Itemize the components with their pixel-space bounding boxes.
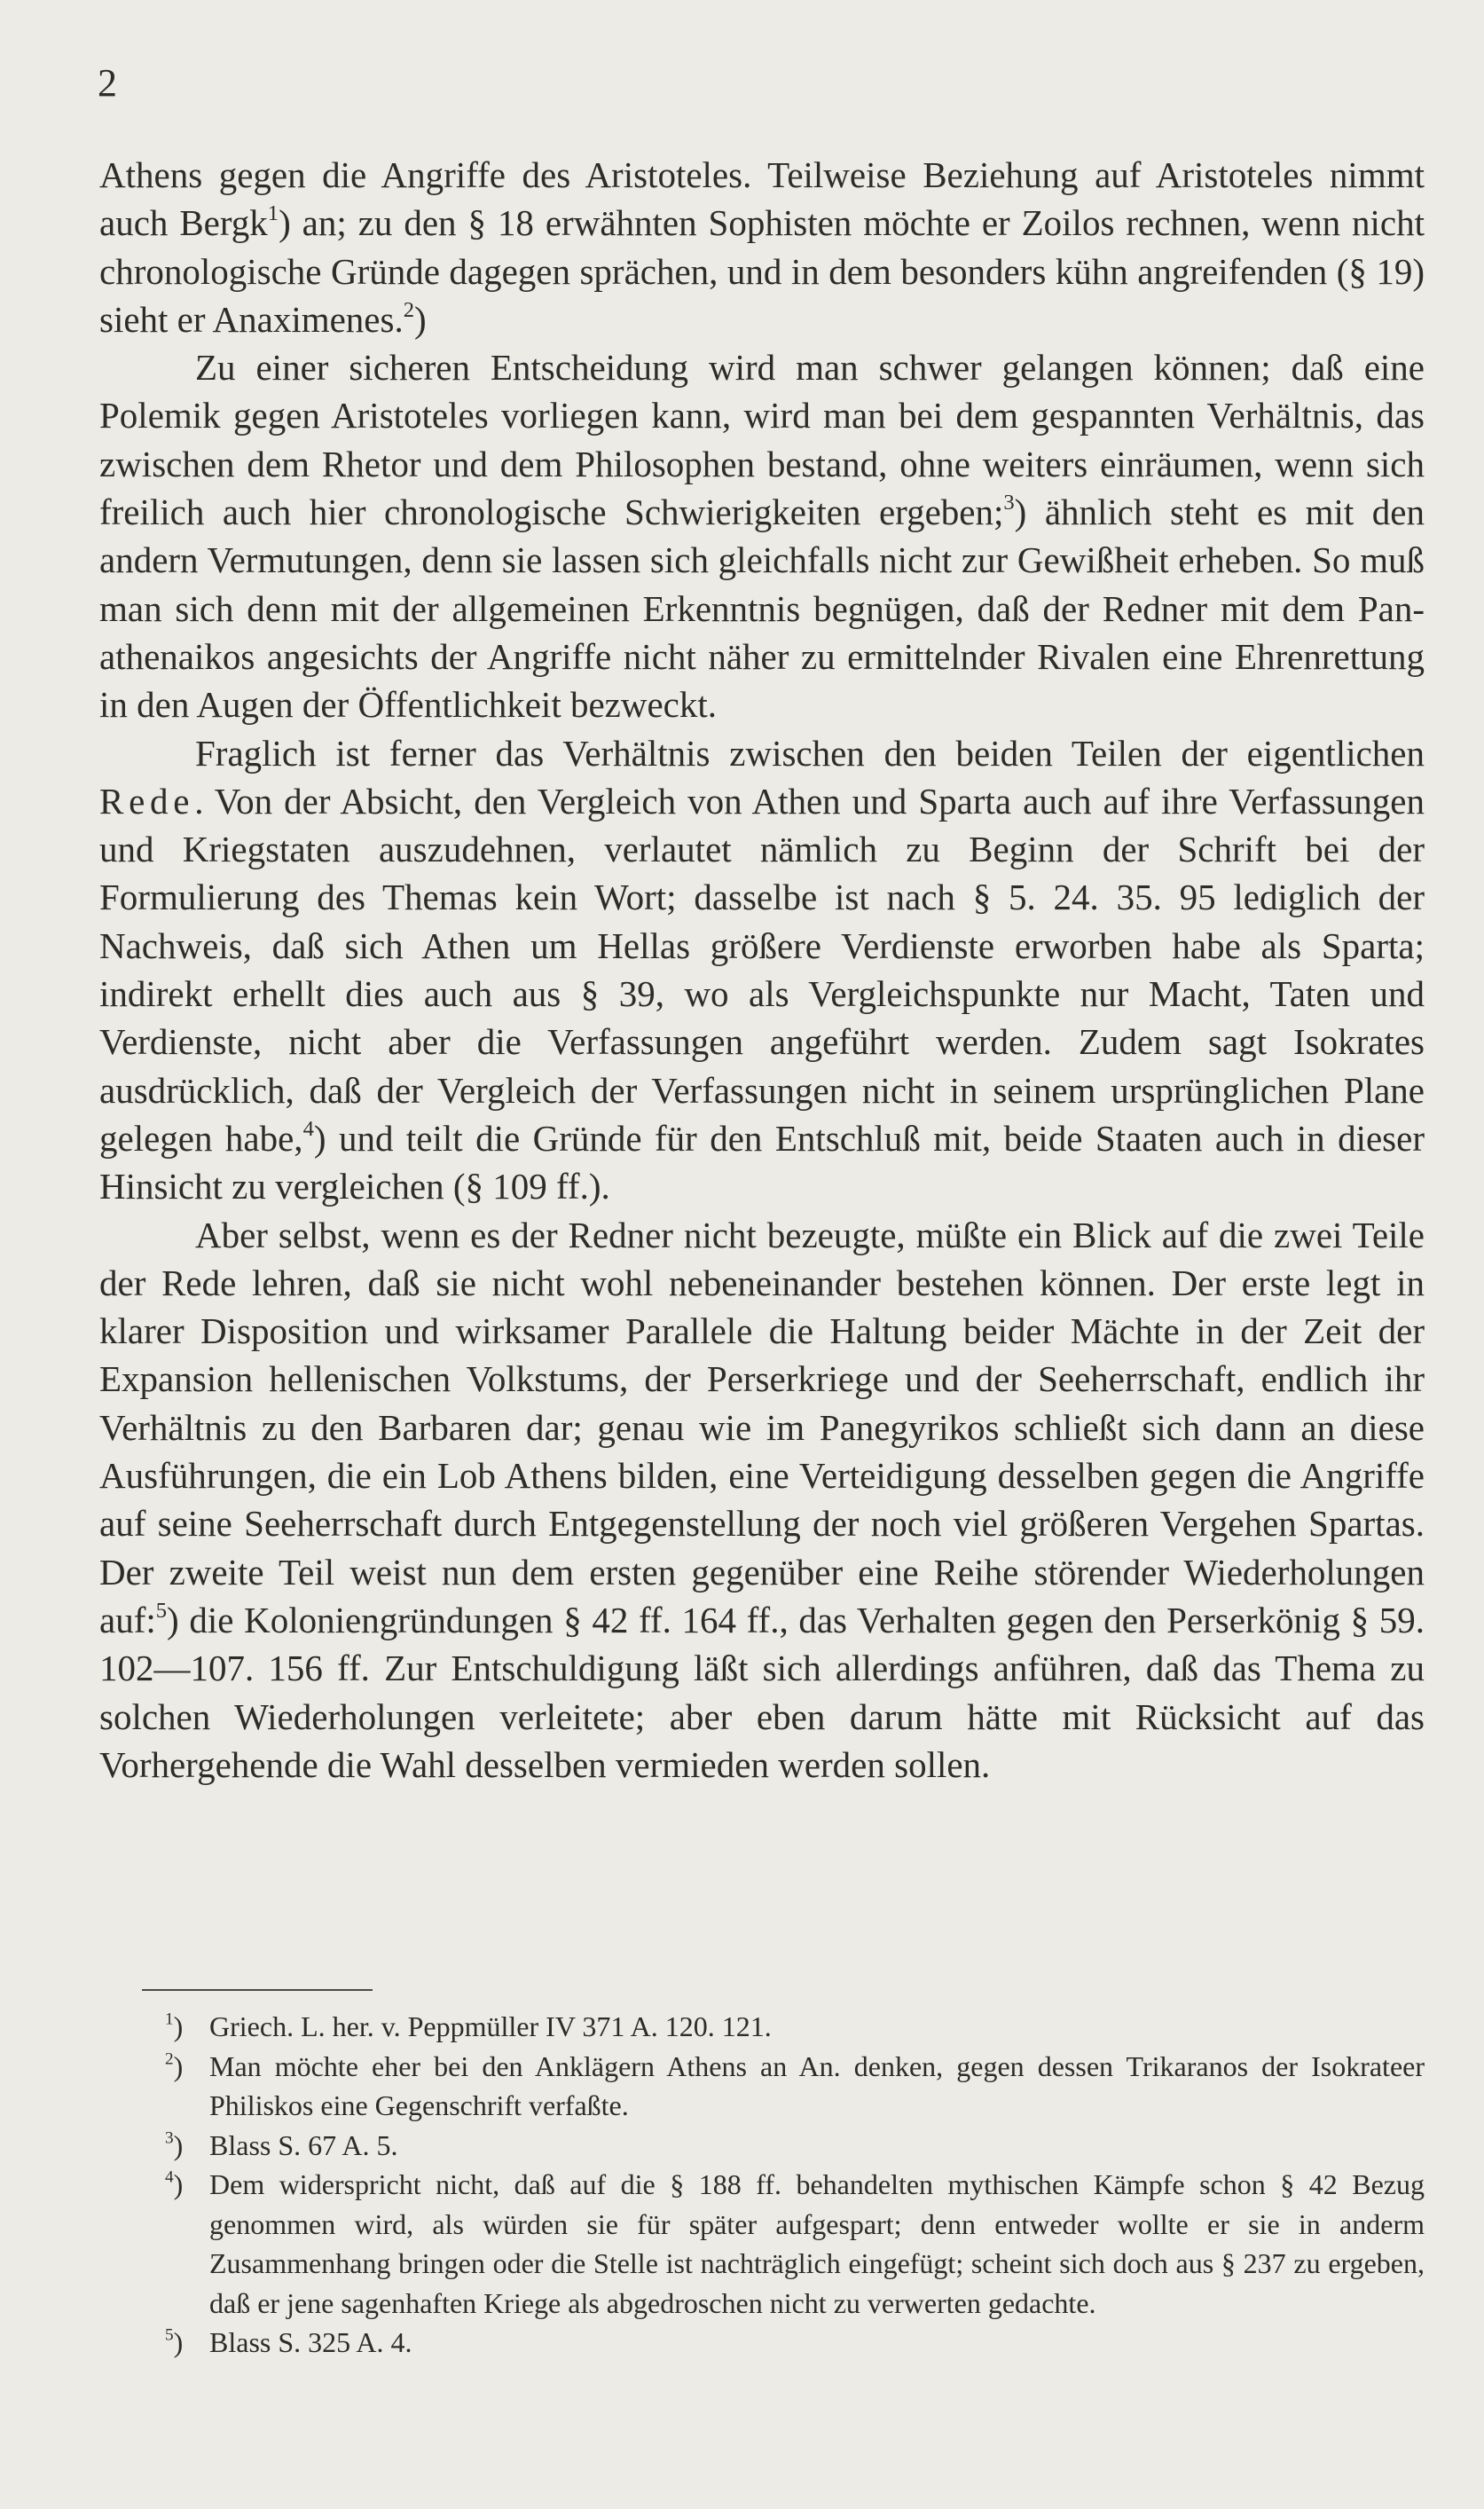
footnote-text: Dem widerspricht nicht, daß auf die § 188 ff. behandelten mythischen Kämpfe schon § 42 Bezug genommen wird, als würden sie für später aufgespart; denn entweder wollte er sie in anderm Zusammenhang bringen oder die Stelle ist nachträglich eingefügt; scheint sich doch aus § 237 zu ergeben, daß er jene sagenhaften Kriege als abgedroschen nicht zu verwerten gedachte. <box>209 2168 1425 2319</box>
footnote-marker: $^2$) <box>165 2049 184 2082</box>
footnote-reference: 2 <box>403 297 415 322</box>
text-run: ) <box>414 298 427 340</box>
text-run: ) und teilt die Gründe für den Entschluß mit, beide Staaten auch in dieser Hinsicht zu vergleichen (§ 109 ff.). <box>99 1117 1425 1207</box>
footnote-marker: $^3$) <box>165 2128 184 2161</box>
text-run: . Von der Absicht, den Vergleich von Athen und Sparta auch auf ihre Verfassungen und Kriegstaten auszudehnen, verlautet nämlich zu Beginn der Schrift bei der Formulierung des Themas kein Wort; dasselbe ist nach § 5. 24. 35. 95 lediglich der Nachweis, daß sich Athen um Hellas größere Verdienste erworben habe als Sparta; indirekt erhellt dies auch aus § 39, wo als Vergleichspunkte nur Macht, Taten und Verdienste, nicht aber die Verfassungen angeführt werden. Zudem sagt Isokrates ausdrücklich, daß der Vergleich der Verfassungen nicht in seinem ursprünglichen Plane gelegen habe, <box>99 780 1425 1159</box>
text-run: ) die Koloniengründungen § 42 ff. 164 ff., das Verhalten gegen den Perserkönig § 59. 102—107. 156 ff. Zur Entschuldigung läßt sich allerdings anführen, daß das Thema zu solchen Wiederholungen verleitete; aber eben darum hätte mit Rücksicht auf das Vorhergehende die Wahl desselben vermieden werden sollen. <box>99 1599 1425 1785</box>
text-run: ) an; zu den § 18 erwähnten Sophisten möchte er Zoilos rechnen, wenn nicht chronologische Gründe dagegen sprächen, und in dem besonders kühn angreifenden (§ 19) sieht er Anaximenes. <box>99 202 1425 340</box>
footnote-marker: $^5$) <box>165 2325 184 2358</box>
footnote <box>165 2126 1425 2166</box>
body-text <box>99 151 1425 1789</box>
footnote-number: 3 <box>165 2128 174 2148</box>
footnote-reference: 3 <box>1003 490 1015 515</box>
footnote-reference: 4 <box>302 1116 314 1141</box>
footnote-marker: $^1$) <box>165 2010 184 2042</box>
footnote <box>165 2047 1425 2126</box>
footnote-number: 5 <box>165 2325 174 2345</box>
paragraph <box>99 151 1425 343</box>
footnote-marker: $^4$) <box>165 2167 184 2200</box>
footnote-reference: 5 <box>155 1598 168 1623</box>
footnote-divider <box>142 1989 373 1991</box>
footnote-text: Griech. L. her. v. Peppmüller IV 371 A. 120. 121. <box>209 2010 772 2042</box>
page-number: 2 <box>98 61 117 105</box>
footnote-number: 2 <box>165 2049 174 2069</box>
footnote <box>165 2165 1425 2323</box>
paragraph <box>99 729 1425 1211</box>
footnote <box>165 2007 1425 2047</box>
paragraph <box>99 1211 1425 1789</box>
footnote-text: Blass S. 325 A. 4. <box>209 2326 412 2358</box>
footnote-reference: 1 <box>267 201 279 226</box>
text-run: Zu einer sicheren Entscheidung wird man schwer gelangen können; daß eine Polemik gegen Aristoteles vorliegen kann, wird man bei dem gespannten Verhältnis, das zwischen dem Rhetor und dem Philosophen bestand, ohne weiters einräumen, wenn sich freilich auch hier chronologische Schwierigkeiten ergeben; <box>99 347 1425 533</box>
footnote-text: Blass S. 67 A. 5. <box>209 2128 398 2161</box>
footnote <box>165 2323 1425 2363</box>
text-run: Fraglich ist ferner das Verhältnis zwischen den beiden Teilen der eigentlichen <box>195 732 1425 774</box>
emphasized-word: Rede <box>99 780 195 822</box>
footnote-number: 4 <box>165 2167 174 2187</box>
text-run: ) ähnlich steht es mit den andern Vermutungen, denn sie lassen sich gleichfalls nicht zur Gewißheit erheben. So muß man sich denn mit der allgemeinen Erkenntnis begnügen, daß der Redner mit dem Panathenaikos angesichts der Angriffe nicht näher zu ermittelnder Rivalen eine Ehrenrettung in den Augen der Öffentlichkeit bezweckt. <box>99 492 1425 726</box>
footnote-number: 1 <box>165 2010 174 2029</box>
text-run: Athens gegen die Angriffe des Aristoteles. Teilweise Beziehung auf Aristoteles nimmt auch Bergk <box>99 154 1425 244</box>
footnotes <box>165 2007 1425 2363</box>
footnote-text: Man möchte eher bei den Anklägern Athens an An. denken, gegen dessen Trikaranos der Isokrateer Philiskos eine Gegenschrift verfaßte. <box>209 2049 1425 2121</box>
paragraph <box>99 343 1425 728</box>
text-run: Aber selbst, wenn es der Redner nicht bezeugte, müßte ein Blick auf die zwei Teile der Rede lehren, daß sie nicht wohl nebeneinander bestehen können. Der erste legt in klarer Disposition und wirksamer Parallele die Haltung beider Mächte in der Zeit der Expansion hellenischen Volkstums, der Perserkriege und der Seeherrschaft, endlich ihr Verhältnis zu den Barbaren dar; genau wie im Panegyrikos schließt sich dann an diese Ausführungen, die ein Lob Athens bilden, eine Verteidigung desselben gegen die Angriffe auf seine Seeherrschaft durch Entgegenstellung der noch viel größeren Vergehen Spartas. Der zweite Teil weist nun dem ersten gegenüber eine Reihe störender Wiederholungen auf: <box>99 1214 1425 1640</box>
